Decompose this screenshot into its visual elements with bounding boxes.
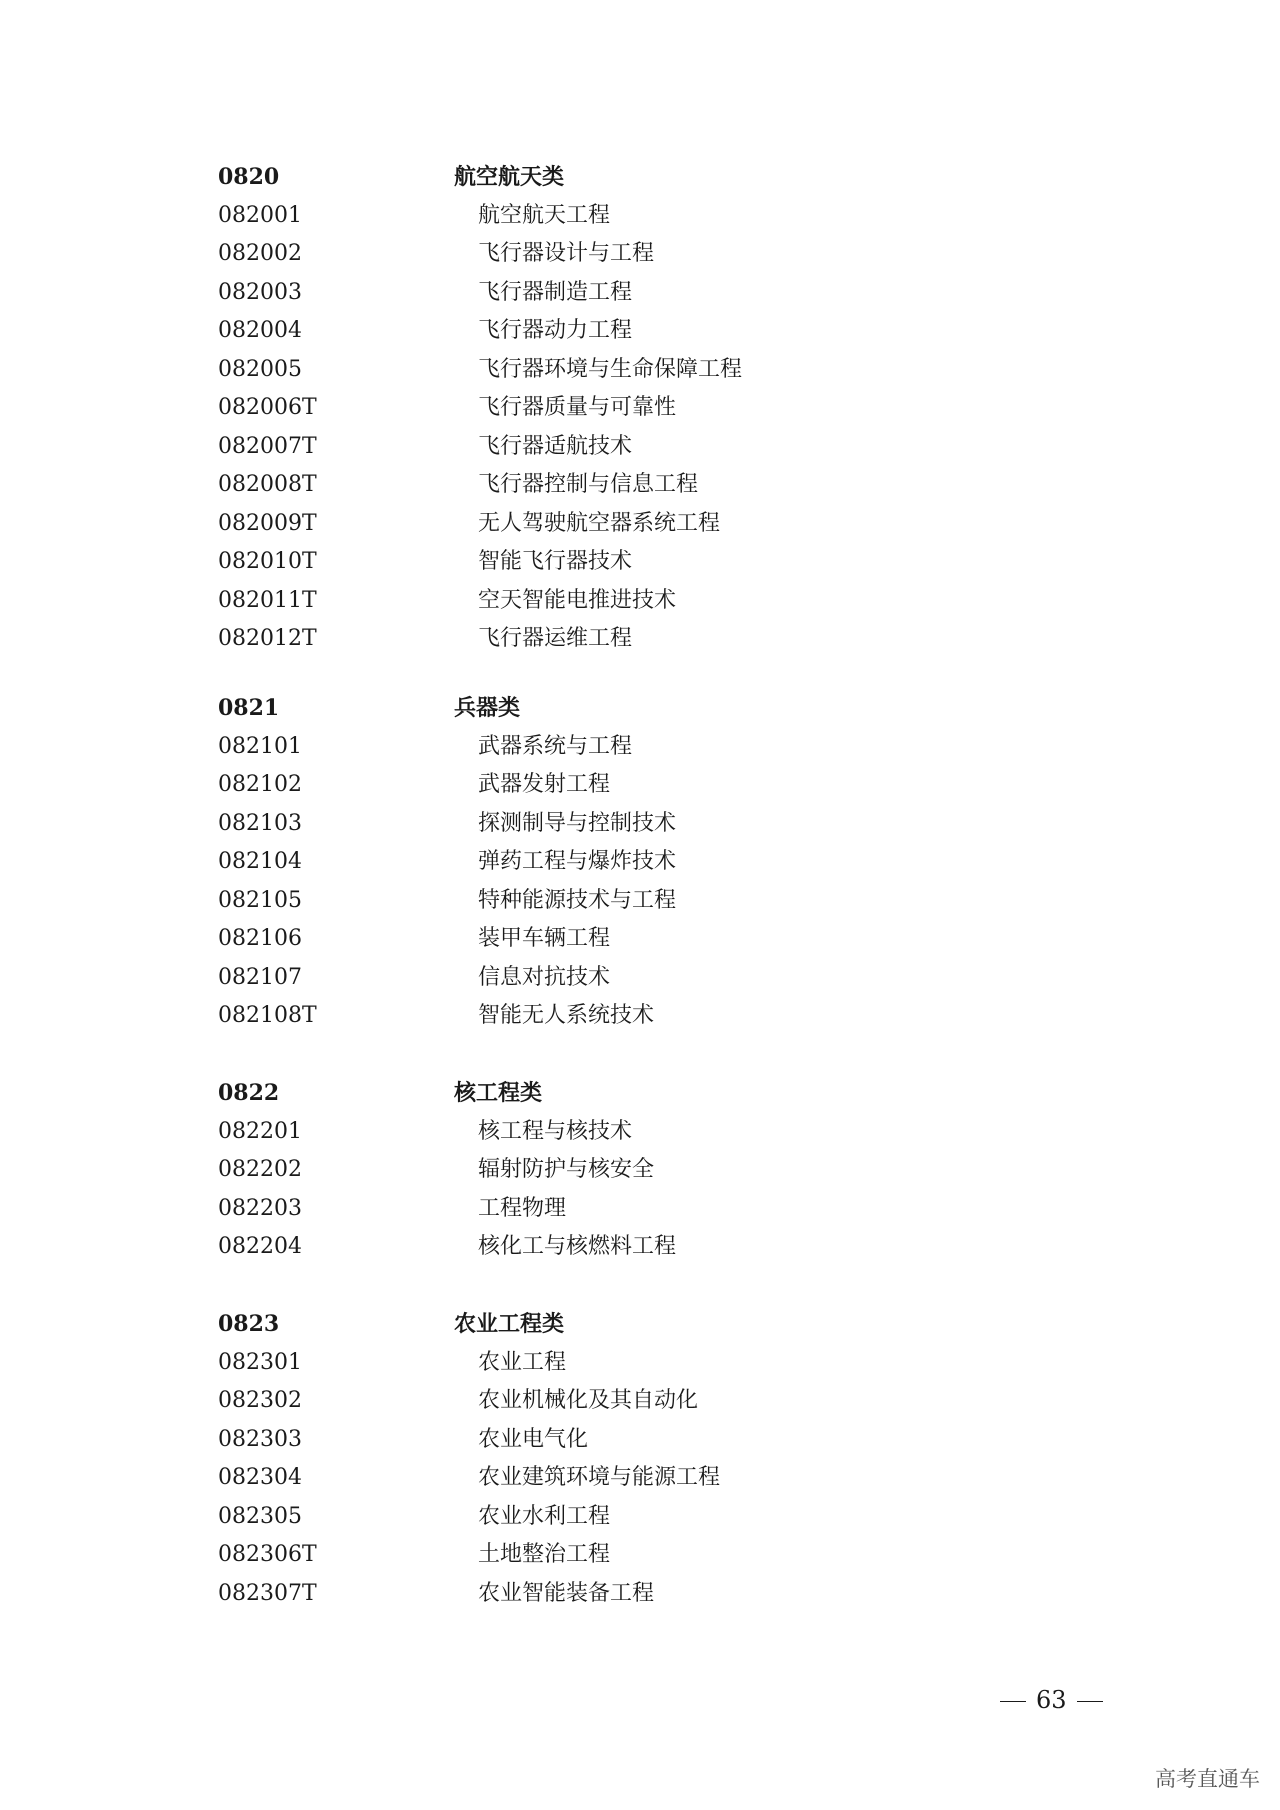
- major-name: 弹药工程与爆炸技术: [478, 849, 677, 874]
- major-code: 082001: [218, 202, 302, 228]
- major-name: 农业电气化: [478, 1426, 589, 1452]
- major-name: 智能无人系统技术: [478, 1003, 655, 1028]
- major-row: [218, 882, 1118, 921]
- major-row: [218, 1113, 1118, 1152]
- major-name: 辐射防护与核安全: [478, 1157, 655, 1182]
- major-code: 082204: [218, 1234, 302, 1259]
- major-code: 082108T: [218, 1003, 317, 1028]
- major-code: 082010T: [218, 549, 317, 574]
- major-name: 探测制导与控制技术: [478, 810, 677, 836]
- major-row: [218, 1344, 1118, 1383]
- major-row: [218, 428, 1118, 467]
- category-name: 航空航天类: [454, 164, 565, 190]
- major-name: 农业智能装备工程: [478, 1580, 655, 1606]
- major-row: [218, 582, 1118, 621]
- major-name: 智能飞行器技术: [478, 549, 633, 574]
- major-row: [218, 766, 1118, 805]
- major-row: [218, 505, 1118, 544]
- major-name: 飞行器控制与信息工程: [478, 472, 699, 497]
- major-row: [218, 466, 1118, 505]
- category-header: [218, 1305, 1118, 1344]
- category-code: 0821: [218, 695, 280, 721]
- major-row: [218, 1498, 1118, 1537]
- page-number-dash-right: [1077, 1701, 1103, 1702]
- category-name: 核工程类: [454, 1080, 543, 1106]
- major-name: 核工程与核技术: [478, 1118, 633, 1144]
- category-name: 兵器类: [454, 695, 521, 721]
- major-row: [218, 620, 1118, 659]
- major-code: 082302: [218, 1388, 302, 1413]
- major-code: 082102: [218, 772, 302, 797]
- category-header: [218, 1074, 1118, 1113]
- major-name: 飞行器设计与工程: [478, 241, 655, 266]
- major-code: 082105: [218, 887, 302, 913]
- category-code: 0820: [218, 164, 280, 190]
- major-name: 土地整治工程: [478, 1542, 611, 1567]
- major-row: [218, 543, 1118, 582]
- major-name: 飞行器运维工程: [478, 626, 633, 651]
- major-row: [218, 805, 1118, 844]
- major-code: 082303: [218, 1426, 302, 1452]
- category-code: 0823: [218, 1311, 280, 1337]
- major-name: 特种能源技术与工程: [478, 887, 677, 913]
- category-name: 农业工程类: [454, 1311, 565, 1337]
- major-row: [218, 997, 1118, 1036]
- major-name: 装甲车辆工程: [478, 926, 611, 951]
- major-code: 082004: [218, 318, 302, 343]
- major-code: 082307T: [218, 1580, 317, 1606]
- major-code: 082012T: [218, 626, 317, 651]
- category-header: [218, 158, 1118, 197]
- major-code: 082201: [218, 1118, 302, 1144]
- major-code: 082306T: [218, 1542, 317, 1567]
- major-name: 飞行器制造工程: [478, 279, 633, 305]
- major-row: [218, 843, 1118, 882]
- major-name: 农业机械化及其自动化: [478, 1388, 699, 1413]
- category-block: [218, 1305, 1118, 1613]
- major-row: [218, 1421, 1118, 1460]
- major-code: 082203: [218, 1195, 302, 1221]
- major-name: 农业建筑环境与能源工程: [478, 1465, 721, 1490]
- major-row: [218, 1382, 1118, 1421]
- major-name: 信息对抗技术: [478, 964, 611, 990]
- major-code: 082005: [218, 356, 302, 382]
- major-code: 082304: [218, 1465, 302, 1490]
- major-name: 农业工程: [478, 1349, 567, 1375]
- major-row: [218, 1151, 1118, 1190]
- major-code: 082101: [218, 733, 302, 759]
- major-name: 空天智能电推进技术: [478, 587, 677, 613]
- major-row: [218, 1190, 1118, 1229]
- major-name: 无人驾驶航空器系统工程: [478, 510, 721, 536]
- major-code: 082107: [218, 964, 302, 990]
- major-name: 飞行器环境与生命保障工程: [478, 356, 743, 382]
- major-code: 082009T: [218, 510, 317, 536]
- major-code: 082301: [218, 1349, 302, 1375]
- major-name: 飞行器动力工程: [478, 318, 633, 343]
- major-code: 082103: [218, 810, 302, 836]
- major-name: 核化工与核燃料工程: [478, 1234, 677, 1259]
- page-number: [990, 1680, 1113, 1720]
- major-row: [218, 1536, 1118, 1575]
- major-name: 飞行器适航技术: [478, 433, 633, 459]
- major-code: 082305: [218, 1503, 302, 1529]
- major-row: [218, 1228, 1118, 1267]
- major-name: 飞行器质量与可靠性: [478, 395, 677, 420]
- major-code: 082003: [218, 279, 302, 305]
- major-row: [218, 274, 1118, 313]
- major-code: 082104: [218, 849, 302, 874]
- category-block: [218, 1074, 1118, 1267]
- major-row: [218, 1575, 1118, 1614]
- major-row: [218, 351, 1118, 390]
- major-code: 082011T: [218, 587, 317, 613]
- major-row: [218, 728, 1118, 767]
- major-code: 082007T: [218, 433, 317, 459]
- major-row: [218, 197, 1118, 236]
- major-row: [218, 959, 1118, 998]
- major-name: 工程物理: [478, 1195, 567, 1221]
- major-row: [218, 312, 1118, 351]
- major-code: 082106: [218, 926, 302, 951]
- major-code: 082002: [218, 241, 302, 266]
- major-name: 农业水利工程: [478, 1503, 611, 1529]
- major-code: 082008T: [218, 472, 317, 497]
- page-number-value: 63: [1036, 1686, 1067, 1714]
- major-row: [218, 1459, 1118, 1498]
- category-block: [218, 689, 1118, 1036]
- category-header: [218, 689, 1118, 728]
- major-row: [218, 235, 1118, 274]
- category-block: [218, 158, 1118, 659]
- major-code: 082202: [218, 1157, 302, 1182]
- major-name: 武器系统与工程: [478, 733, 633, 759]
- major-row: [218, 389, 1118, 428]
- major-row: [218, 920, 1118, 959]
- major-code: 082006T: [218, 395, 317, 420]
- watermark: 高考直通车: [1155, 1767, 1260, 1791]
- major-name: 航空航天工程: [478, 202, 611, 228]
- page-number-dash-left: [1000, 1701, 1026, 1702]
- major-name: 武器发射工程: [478, 772, 611, 797]
- category-code: 0822: [218, 1080, 280, 1106]
